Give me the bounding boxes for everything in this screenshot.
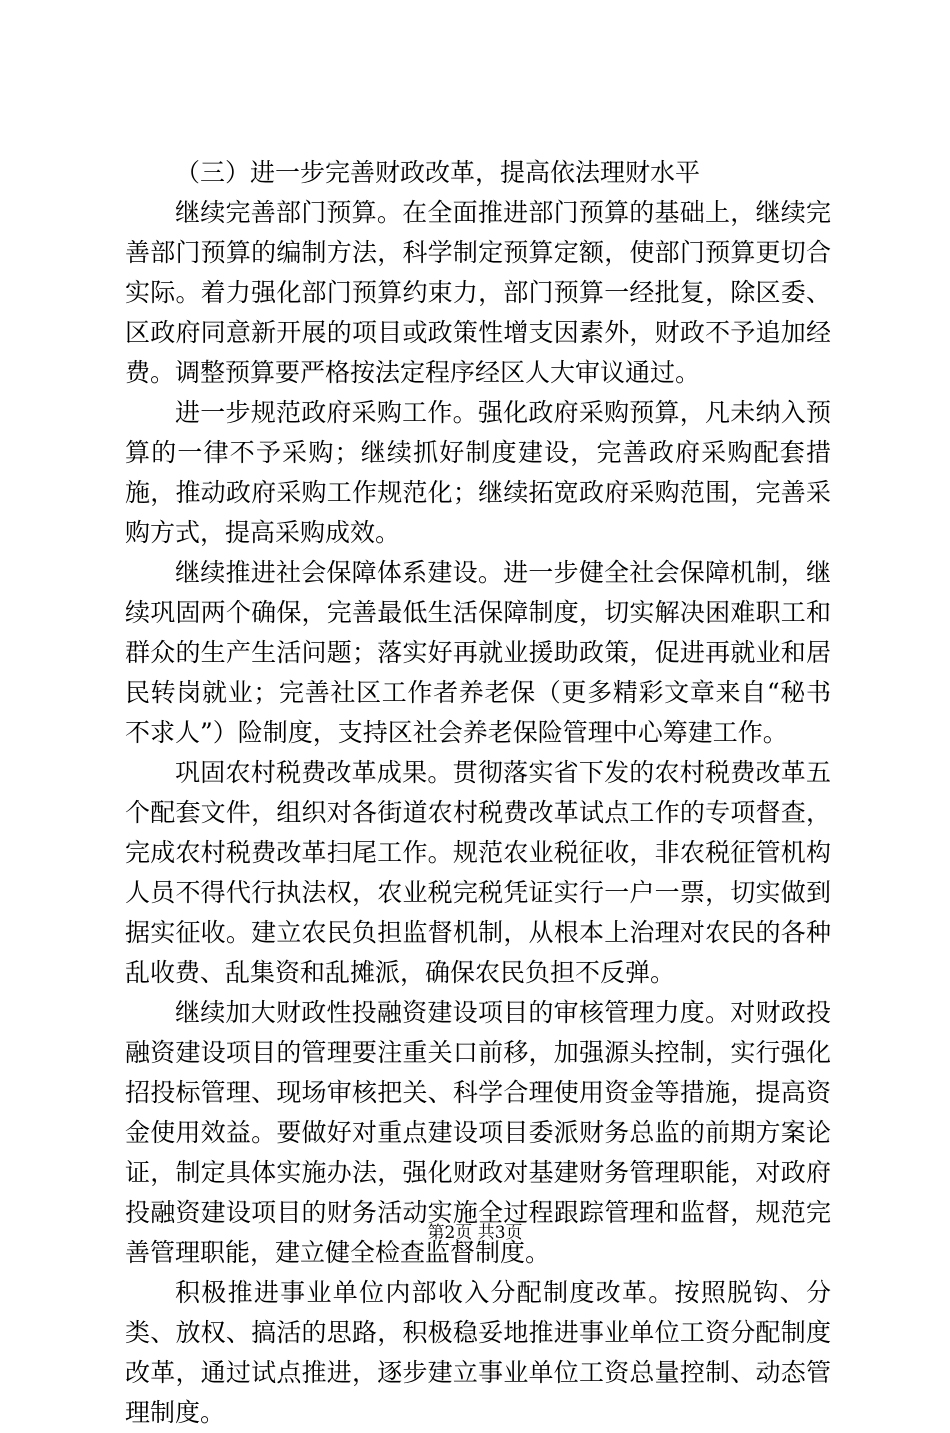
paragraph-investment-projects: 继续加大财政性投融资建设项目的审核管理力度。对财政投融资建设项目的管理要注重关口前移，加强源头控制，实行强化招投标管理、现场审核把关、科学合理使用资金等措施，提高资金使用效益。要做好对重点建设项目委派财务总监的前期方案论证，制定具体实施办法，强化财政对基建财务管理职能，对政府投融资建设项目的财务活动实施全过程跟踪管理和监督，规范完善管理职能，建立健全检查监督制度。 [125, 998, 831, 1267]
paragraph-rural-tax-reform: 巩固农村税费改革成果。贯彻落实省下发的农村税费改革五个配套文件，组织对各街道农村税费改革试点工作的专项督查，完成农村税费改革扫尾工作。规范农业税征收，非农税征管机构人员不得代行执法权，农业税完税凭证实行一户一票，切实做到据实征收。建立农民负担监督机制，从根本上治理对农民的各种乱收费、乱集资和乱摊派，确保农民负担不反弹。 [125, 758, 831, 987]
paragraph-social-security: 继续推进社会保障体系建设。进一步健全社会保障机制，继续巩固两个确保，完善最低生活保障制度，切实解决困难职工和群众的生产生活问题；落实好再就业援助政策，促进再就业和居民转岗就业；完善社区工作者养老保（更多精彩文章来自“秘书不求人”）险制度，支持区社会养老保险管理中心筹建工作。 [125, 558, 831, 747]
paragraph-government-procurement: 进一步规范政府采购工作。强化政府采购预算，凡未纳入预算的一律不予采购；继续抓好制度建设，完善政府采购配套措施，推动政府采购工作规范化；继续拓宽政府采购范围，完善采购方式，提高采购成效。 [125, 398, 831, 547]
paragraph-income-distribution: 积极推进事业单位内部收入分配制度改革。按照脱钩、分类、放权、搞活的思路，积极稳妥地推进事业单位工资分配制度改革，通过试点推进，逐步建立事业单位工资总量控制、动态管理制度。 [125, 1278, 831, 1427]
page-number-footer: 第2页 共3页 [427, 1223, 523, 1243]
section-heading: （三）进一步完善财政改革，提高依法理财水平 [175, 158, 701, 187]
paragraph-department-budget: 继续完善部门预算。在全面推进部门预算的基础上，继续完善部门预算的编制方法，科学制定预算定额，使部门预算更切合实际。着力强化部门预算约束力，部门预算一经批复，除区委、区政府同意新开展的项目或政策性增支因素外，财政不予追加经费。调整预算要严格按法定程序经区人大审议通过。 [125, 198, 831, 387]
